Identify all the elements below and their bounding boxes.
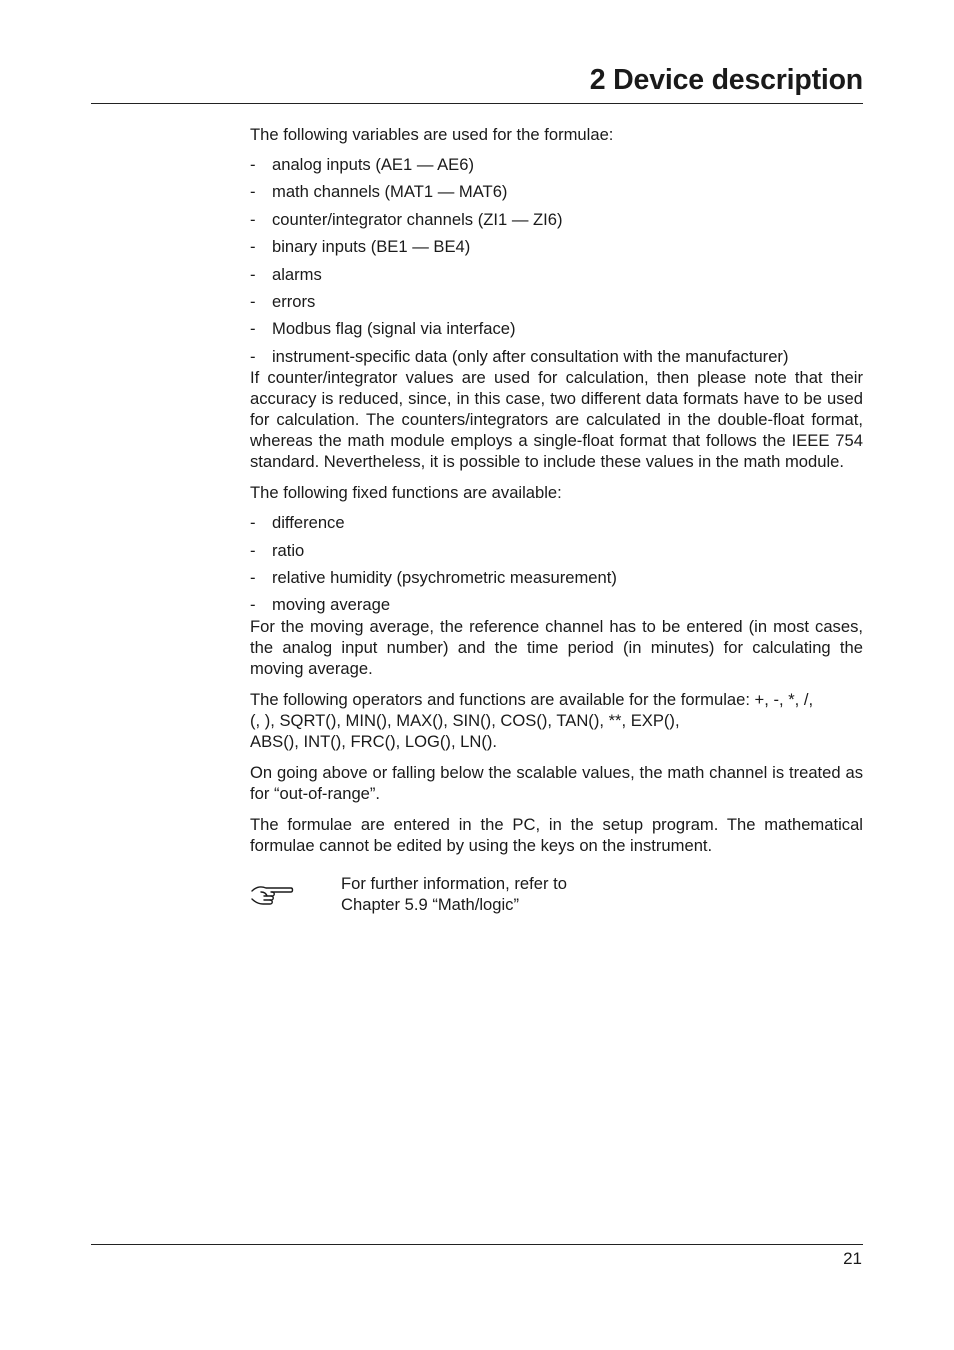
list-item: - moving average	[250, 595, 391, 615]
pc-setup-note: The formulae are entered in the PC, in the setup program. The mathematical formulae cannot be edited by using the keys on the instrument.	[250, 814, 863, 855]
list-item: - Modbus flag (signal via interface)	[250, 319, 516, 339]
counter-integrator-note: If counter/integrator values are used for calculation, then please note that their accuracy is reduced, since, in this case, two different data formats have to be used for calculation. The counters/integrators are calculated in the double-float format, whereas the math module employs a single-float format that follows the IEEE 754 standard. Nevertheless, it is possible to include these values in the math module.	[250, 368, 863, 472]
variables-list	[250, 154, 863, 367]
page-number: 21	[843, 1249, 862, 1268]
variables-intro: The following variables are used for the formulae:	[250, 125, 614, 144]
list-item: - counter/integrator channels (ZI1 — ZI6)	[250, 209, 563, 229]
operators-line: (, ), SQRT(), MIN(), MAX(), SIN(), COS(), TAN(), **, EXP(),	[250, 710, 680, 730]
operators-line: The following operators and functions are available for the formulae: +, -, *, /,	[250, 689, 814, 709]
list-item: - analog inputs (AE1 — AE6)	[250, 155, 475, 174]
list-item: - relative humidity (psychrometric measurement)	[250, 567, 617, 587]
footer-divider	[91, 1244, 863, 1245]
list-item: - errors	[250, 291, 316, 311]
list-item: - ratio	[250, 540, 305, 560]
chapter-reference: Chapter 5.9 “Math/logic”	[341, 894, 520, 914]
reference-text: For further information, refer to Chapter 5.9 “Math/logic”	[341, 873, 567, 914]
functions-intro: The following fixed functions are available:	[250, 483, 562, 503]
out-of-range-note: On going above or falling below the scalable values, the math channel is treated as for “out-of-range”.	[250, 762, 863, 803]
operators-line: ABS(), INT(), FRC(), LOG(), LN().	[250, 731, 498, 751]
list-item: - instrument-specific data (only after consultation with the manufacturer)	[250, 346, 789, 366]
functions-list	[250, 512, 863, 615]
operators-paragraph	[250, 689, 863, 752]
pointing-hand-icon	[250, 883, 294, 909]
reference-note	[250, 873, 863, 917]
moving-average-note: For the moving average, the reference channel has to be entered (in most cases, the analog input number) and the time period (in minutes) for calculating the moving average.	[250, 616, 863, 678]
list-item: - difference	[250, 513, 345, 533]
page-title: 2 Device description	[589, 64, 863, 96]
page-content	[250, 124, 863, 917]
list-item: - alarms	[250, 264, 322, 284]
header-divider	[91, 103, 863, 104]
list-item: - math channels (MAT1 — MAT6)	[250, 182, 508, 202]
list-item: - binary inputs (BE1 — BE4)	[250, 237, 471, 257]
